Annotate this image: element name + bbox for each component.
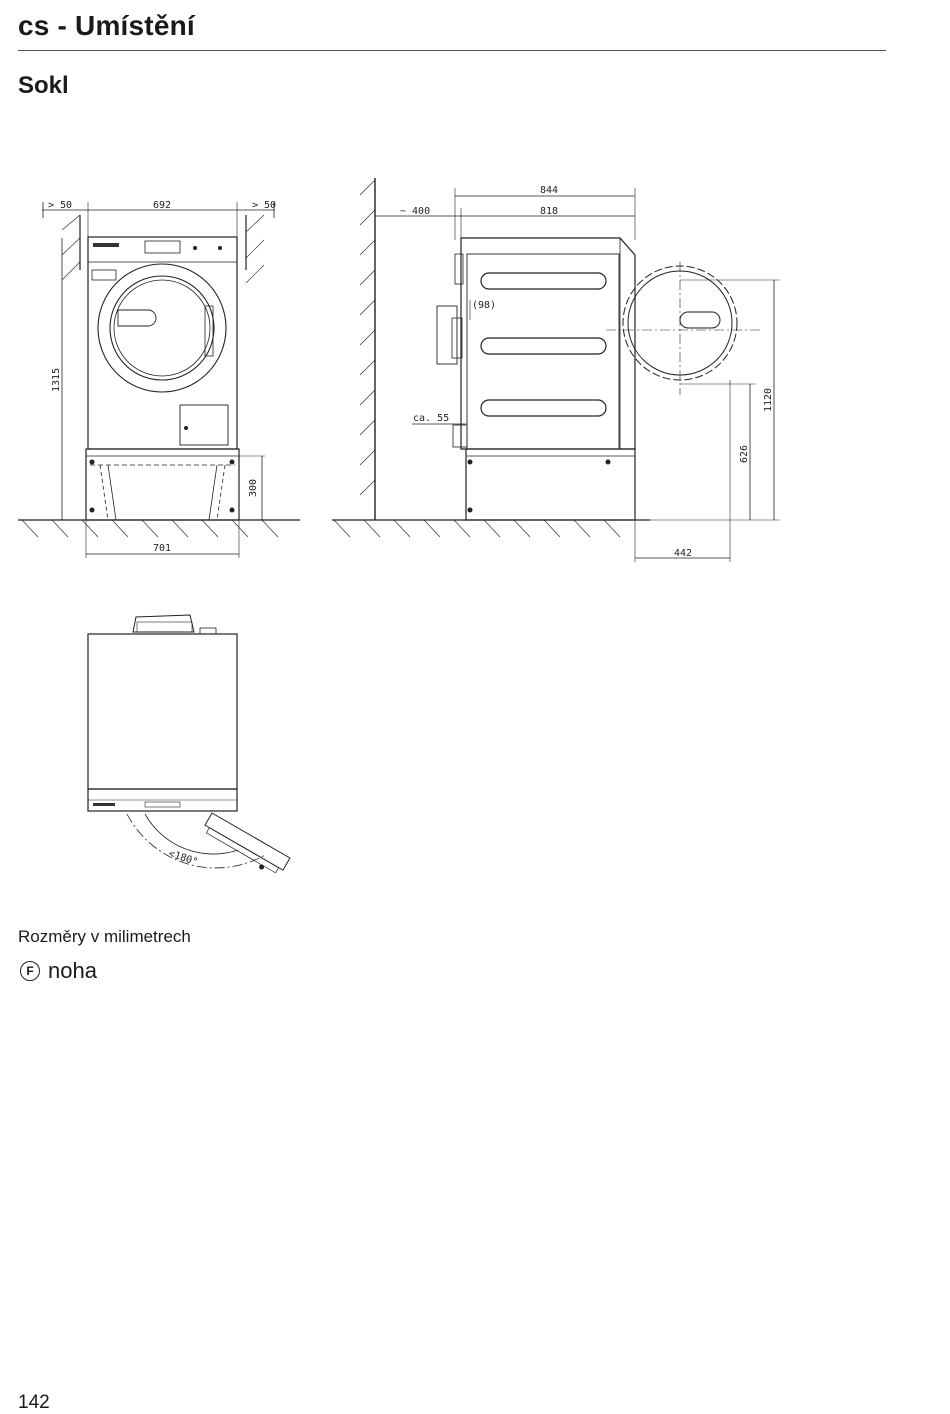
- dimension-width-top: 692: [153, 200, 172, 211]
- dimension-clearance-right: > 50: [252, 200, 277, 211]
- dimension-clearance-left: > 50: [48, 200, 73, 211]
- page-header-title: cs - Umístění: [18, 10, 195, 41]
- side-view: [332, 178, 780, 562]
- dimension-door-height-center: 626: [739, 444, 750, 463]
- dimensions-caption: Rozměry v milimetrech: [18, 927, 191, 946]
- dimension-door-angle: <180°: [167, 848, 200, 869]
- dimension-hose-offset: (98): [472, 300, 497, 311]
- section-title: Sokl: [18, 72, 69, 99]
- dimension-door-height-top: 1120: [763, 387, 774, 412]
- dimension-hose-projection: ca. 55: [413, 413, 450, 424]
- dimension-door-swing-depth: 442: [674, 548, 693, 559]
- legend-marker-icon: F: [20, 961, 40, 981]
- top-view: [88, 615, 290, 879]
- dimension-depth-body: 818: [540, 206, 559, 217]
- dimension-plinth-height: 300: [248, 478, 259, 497]
- dimension-wall-distance: ~ 400: [400, 206, 431, 217]
- dimension-height-total: 1315: [51, 367, 62, 392]
- legend-label: noha: [48, 958, 97, 983]
- dimension-width-bottom: 701: [153, 543, 172, 554]
- legend-item: [20, 958, 97, 984]
- page-number: 142: [18, 1392, 50, 1413]
- dimension-depth-total: 844: [540, 185, 559, 196]
